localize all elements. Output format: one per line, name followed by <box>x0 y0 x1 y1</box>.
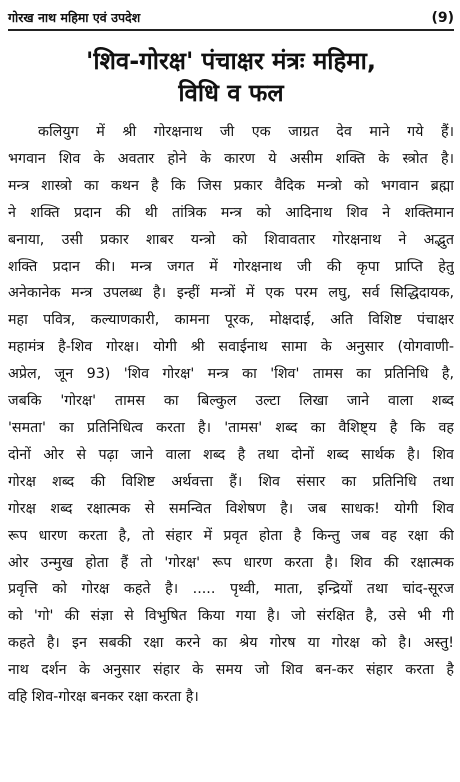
chapter-title <box>8 45 454 109</box>
text-line: गोरक्ष शब्द रक्षात्मक से समन्वित विशेषण है। जब साधक! योगी शिव <box>8 500 454 517</box>
text-line: दोनों ओर से पढ़ा जाने वाला शब्द है तथा दोनों शब्द सार्थक है। शिव <box>8 446 454 463</box>
text-line: अप्रेल, जून 93) 'शिव गोरक्ष' मन्त्र का 'शिव' तामस का प्रतिनिधि है, <box>8 366 454 383</box>
text-line: भगवान शिव के अवतार होने के कारण ये असीम शक्ति के स्त्रोत है। <box>8 150 454 167</box>
text-line: कहते है। इन सबकी रक्षा करने का श्रेय गोरष या गोरक्ष को है। अस्तु! <box>8 635 454 652</box>
text-line: महामंत्र है-शिव गोरक्ष। योगी श्री सवाईनाथ सामा के अनुसार (योगवाणी- <box>8 339 454 356</box>
text-line: कलियुग में श्री गोरक्षनाथ जी एक जाग्रत देव माने गये हैं। <box>38 124 454 140</box>
chapter-title-line: 'शिव-गोरक्ष' पंचाक्षर मंत्रः महिमा, <box>86 47 376 75</box>
text-line: शक्ति प्रदान की। मन्त्र जगत में गोरक्षनाथ जी की कृपा प्राप्ति हेतु <box>8 258 454 275</box>
text-line: 'समता' का प्रतिनिधित्व करता है। 'तामस' शब्द का वैशिष्ट्य है कि वह <box>8 419 454 436</box>
chapter-title-line: विधि व फल <box>178 79 284 107</box>
running-header <box>8 4 454 26</box>
text-line: को 'गो' की संज्ञा से विभुषित किया गया है। जो संरक्षित है, उसे भी गी <box>8 608 454 625</box>
text-line: अनेकानेक मन्त्र उपलब्ध है। इन्हीं मन्त्रों में एक परम लघु, सर्व सिद्धिदायक, <box>8 285 454 302</box>
text-line: ओर उन्मुख होता हैं तो 'गोरक्ष' रूप धारण करता है। शिव की रक्षात्मक <box>8 554 454 571</box>
text-line: रूप धारण करता है, तो संहार में प्रवृत होता है किन्तु जब वह रक्षा की <box>8 527 454 544</box>
text-line: ने शक्ति प्रदान की थी तांत्रिक मन्त्र को आदिनाथ शिव ने शक्तिमान <box>8 204 454 221</box>
text-line: मन्त्र शास्त्रो का कथन है कि जिस प्रकार वैदिक मन्त्रो को भगवान ब्रह्मा <box>8 177 454 194</box>
text-line: गोरक्ष शब्द की विशिष्ट अर्थवत्ता हैं। शिव संसार का प्रतिनिधि तथा <box>8 473 454 490</box>
text-line: महा पवित्र, कल्याणकारी, कामना पूरक, मोक्षदाई, अति विशिष्ट पंचाक्षर <box>8 312 454 329</box>
header-rule <box>8 29 454 31</box>
book-title: गोरख नाथ महिमा एवं उपदेश <box>8 10 141 25</box>
text-line: प्रवृत्ति को गोरक्ष कहते है। ..... पृथ्वी, माता, इन्द्रियों तथा चांद-सूरज <box>8 581 454 598</box>
text-line: वहि शिव-गोरक्ष बनकर रक्षा करता है। <box>8 689 199 706</box>
body-text <box>8 119 454 711</box>
text-line: नाथ दर्शन के अनुसार संहार के समय जो शिव बन-कर संहार करता है <box>8 662 454 679</box>
page-number: (9) <box>431 10 454 26</box>
text-line: बनाया, उसी प्रकार शाबर यन्त्रो को शिवावतार गोरक्षनाथ ने अद्भुत <box>8 231 454 248</box>
text-line: जबकि 'गोरक्ष' तामस का बिल्कुल उल्टा लिखा जाने वाला शब्द <box>8 393 454 410</box>
